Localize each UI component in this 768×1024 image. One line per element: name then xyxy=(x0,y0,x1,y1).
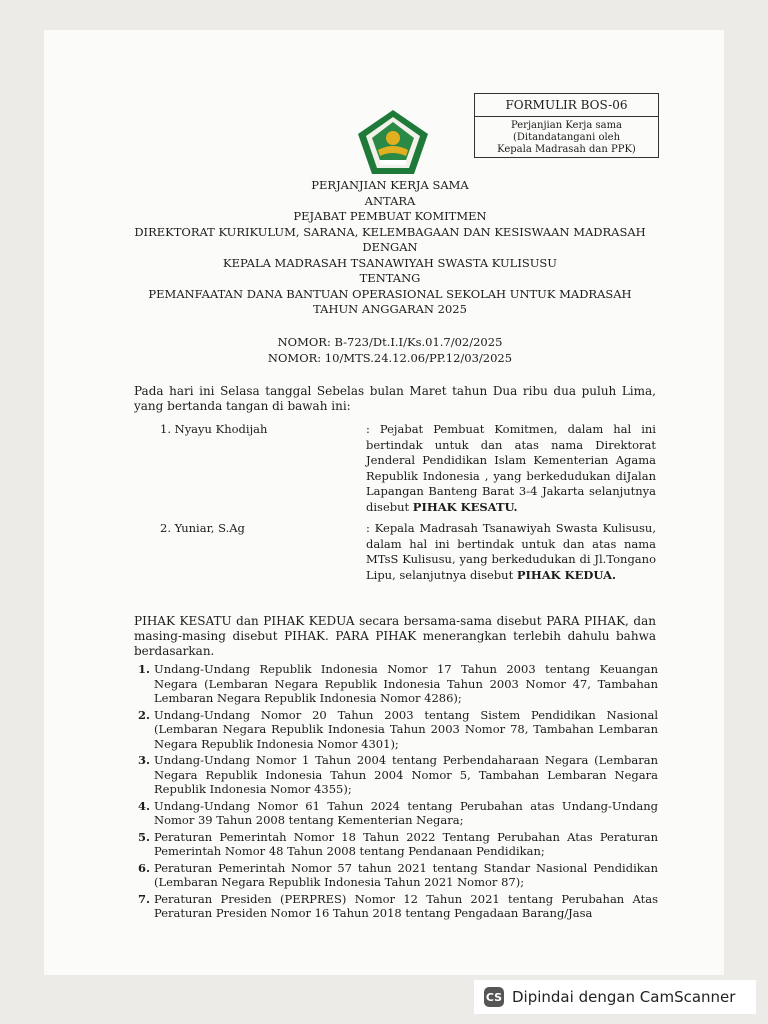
camscanner-watermark xyxy=(474,980,756,1014)
list-item: 5. Peraturan Pemerintah Nomor 18 Tahun 2022 Tentang Perubahan Atas Peraturan Pemerintah Nomor 48 Tahun 2008 tentang Pendanaan Pendidikan; xyxy=(138,829,658,858)
camscanner-text: Dipindai dengan CamScanner xyxy=(512,988,736,1006)
party-2-description: : Kepala Madrasah Tsanawiyah Swasta Kulisusu, dalam hal ini bertindak untuk dan atas nama MTsS Kulisusu, yang berkedudukan di Jl.Tongano Lipu, selanjutnya disebut PIHAK KEDUA. xyxy=(366,521,656,582)
party-2-label: PIHAK KEDUA. xyxy=(516,567,616,582)
list-item: 3. Undang-Undang Nomor 1 Tahun 2004 tentang Perbendaharaan Negara (Lembaran Negara Republik Indonesia Tahun 2004 Nomor 5, Tambahan Lembaran Negara Republik Indonesia Nomor 4355); xyxy=(138,753,658,796)
kementerian-agama-emblem-icon xyxy=(356,108,430,176)
party-2-name: 2. Yuniar, S.Ag xyxy=(160,521,245,535)
form-code: FORMULIR BOS-06 xyxy=(475,94,658,117)
list-item: 2. Undang-Undang Nomor 20 Tahun 2003 tentang Sistem Pendidikan Nasional (Lembaran Negara Republik Indonesia Tahun 2003 Nomor 78, Tambahan Lembaran Negara Republik Indonesia Nomor 4301); xyxy=(138,707,658,751)
camscanner-logo-icon: CS xyxy=(484,987,504,1007)
para-pihak-paragraph: PIHAK KESATU dan PIHAK KEDUA secara bersama-sama disebut PARA PIHAK, dan masing-masing disebut PIHAK. PARA PIHAK menerangkan terlebih dahulu bahwa berdasarkan. xyxy=(134,614,656,658)
legal-basis-list xyxy=(134,662,658,923)
list-item: 6. Peraturan Pemerintah Nomor 57 tahun 2021 tentang Standar Nasional Pendidikan (Lembaran Negara Republik Indonesia Tahun 2021 Nomor 87); xyxy=(138,860,658,889)
list-item: 1. Undang-Undang Republik Indonesia Nomor 17 Tahun 2003 tentang Keuangan Negara (Lembaran Negara Republik Indonesia Tahun 2003 Nomor 47, Tambahan Lembaran Negara Republik Indonesia Nomor 4286); xyxy=(138,662,658,705)
party-1-description: : Pejabat Pembuat Komitmen, dalam hal ini bertindak untuk dan atas nama Direktorat Jenderal Pendidikan Islam Kementerian Agama Republik Indonesia , yang berkedudukan diJalan Lapangan Banteng Barat 3-4 Jakarta selanjutnya disebut PIHAK KESATU. xyxy=(366,422,656,514)
list-item: 4. Undang-Undang Nomor 61 Tahun 2024 tentang Perubahan atas Undang-Undang Nomor 39 Tahun 2008 tentang Kementerian Negara; xyxy=(138,798,658,827)
list-item: 7. Peraturan Presiden (PERPRES) Nomor 12 Tahun 2021 tentang Perubahan Atas Peraturan Presiden Nomor 16 Tahun 2018 tentang Pengadaan Barang/Jasa xyxy=(138,891,658,920)
party-1-name: 1. Nyayu Khodijah xyxy=(160,422,268,436)
party-1-label: PIHAK KESATU. xyxy=(412,499,518,514)
form-description: Perjanjian Kerja sama (Ditandatangani oleh Kepala Madrasah dan PPK) xyxy=(497,120,636,155)
form-code-box xyxy=(474,93,659,158)
document-numbers: NOMOR: B-723/Dt.I.I/Ks.01.7/02/2025 NOMOR: 10/MTS.24.12.06/PP.12/03/2025 xyxy=(267,335,513,365)
intro-paragraph: Pada hari ini Selasa tanggal Sebelas bulan Maret tahun Dua ribu dua puluh Lima, yang bertanda tangan di bawah ini: xyxy=(134,384,656,413)
document-title: PERJANJIAN KERJA SAMA ANTARA PEJABAT PEMBUAT KOMITMEN DIREKTORAT KURIKULUM, SARANA, KELEMBAGAAN DAN KESISWAAN MADRASAH DENGAN KEPALA MADRASAH TSANAWIYAH SWASTA KULISUSU TENTANG PEMANFAATAN DANA BANTUAN OPERASIONAL SEKOLAH UNTUK MADRASAH TAHUN ANGGARAN 2025 xyxy=(134,178,646,316)
